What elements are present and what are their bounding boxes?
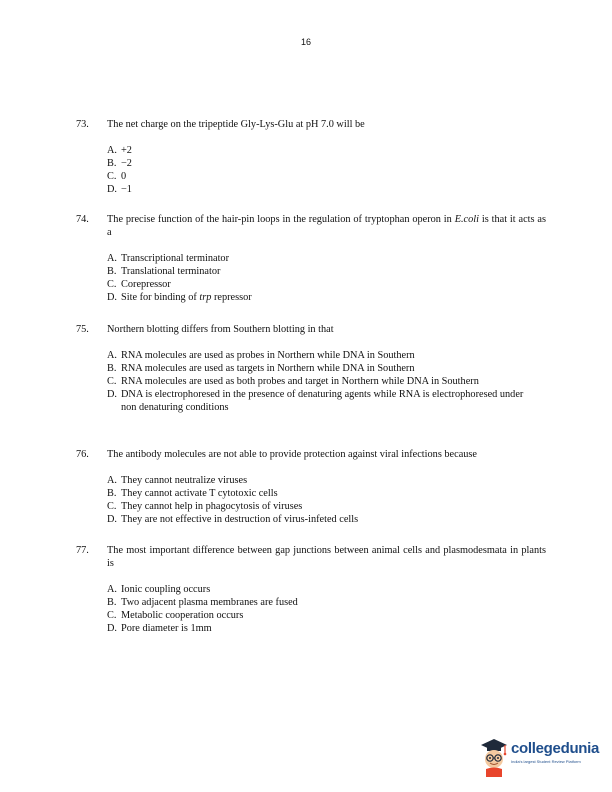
option-a <box>107 144 546 157</box>
question-76 <box>76 448 546 526</box>
option-text: They cannot help in phagocytosis of viruses <box>121 501 303 512</box>
option-d <box>107 291 546 304</box>
option-text: Transcriptional terminator <box>121 253 230 264</box>
option-text: Corepressor <box>121 279 171 290</box>
option-text: Ionic coupling occurs <box>121 584 211 595</box>
question-number: 74. <box>76 214 89 225</box>
stem-text: is that it acts as a <box>107 214 546 238</box>
option-text: Pore diameter is 1mm <box>121 623 212 634</box>
option-d <box>107 513 546 526</box>
option-letter: D. <box>107 292 118 303</box>
question-stem: The antibody molecules are not able to provide protection against viral infections because <box>107 449 477 460</box>
option-text: They cannot neutralize viruses <box>121 475 248 486</box>
option-b <box>107 362 546 375</box>
option-letter: D. <box>107 184 118 195</box>
question-number: 77. <box>76 545 89 556</box>
options-list <box>107 349 546 414</box>
option-text: −2 <box>121 158 132 169</box>
question-stem: Northern blotting differs from Southern blotting in that <box>107 324 334 335</box>
logo-tagline: India's largest Student Review Platform <box>511 759 581 764</box>
options-list <box>107 474 546 526</box>
option-c <box>107 609 546 622</box>
question-74 <box>76 213 546 304</box>
option-d <box>107 183 546 196</box>
option-letter: C. <box>107 279 117 290</box>
question-77 <box>76 544 546 635</box>
option-b <box>107 157 546 170</box>
option-letter: A. <box>107 145 118 156</box>
option-c <box>107 375 546 388</box>
option-letter: B. <box>107 597 117 608</box>
option-a <box>107 349 546 362</box>
option-text: 0 <box>121 171 127 182</box>
option-text-italic: trp <box>199 292 212 303</box>
question-73 <box>76 118 546 196</box>
option-letter: A. <box>107 475 118 486</box>
option-text: −1 <box>121 184 132 195</box>
option-text: Metabolic cooperation occurs <box>121 610 244 621</box>
option-b <box>107 265 546 278</box>
option-letter: A. <box>107 350 118 361</box>
option-a <box>107 474 546 487</box>
question-stem: The net charge on the tripeptide Gly-Lys-Glu at pH 7.0 will be <box>107 119 365 130</box>
question-number: 73. <box>76 119 89 130</box>
option-letter: D. <box>107 623 118 634</box>
option-text: RNA molecules are used as targets in Northern while DNA in Southern <box>121 363 415 374</box>
option-letter: D. <box>107 389 118 400</box>
option-letter: B. <box>107 488 117 499</box>
option-c <box>107 500 546 513</box>
stem-text: The precise function of the hair-pin loops in the regulation of tryptophan operon in <box>107 214 455 225</box>
logo-wordmark: collegedunia <box>511 740 600 757</box>
option-letter: B. <box>107 266 117 277</box>
option-text: RNA molecules are used as both probes and target in Northern while DNA in Southern <box>121 376 479 387</box>
stem-italic: E.coli <box>454 214 479 225</box>
options-list <box>107 252 546 304</box>
option-text <box>121 291 546 304</box>
option-letter: C. <box>107 501 117 512</box>
question-75 <box>76 323 546 414</box>
question-stem <box>107 213 546 239</box>
option-b <box>107 487 546 500</box>
mascot-icon <box>478 736 510 778</box>
option-letter: C. <box>107 171 117 182</box>
option-text: They cannot activate T cytotoxic cells <box>121 488 278 499</box>
option-letter: B. <box>107 363 117 374</box>
option-text: DNA is electrophoresed in the presence of denaturing agents while RNA is electrophoresed under non denaturing conditions <box>121 389 524 413</box>
question-number: 76. <box>76 449 89 460</box>
option-c <box>107 278 546 291</box>
option-a <box>107 252 546 265</box>
option-text: Translational terminator <box>121 266 221 277</box>
option-text: +2 <box>121 145 132 156</box>
option-b <box>107 596 546 609</box>
option-d <box>107 622 546 635</box>
option-text-part: repressor <box>211 292 252 303</box>
option-text: RNA molecules are used as probes in Northern while DNA in Southern <box>121 350 415 361</box>
page-number: 16 <box>300 37 311 47</box>
question-number: 75. <box>76 324 89 335</box>
options-list <box>107 583 546 635</box>
option-a <box>107 583 546 596</box>
question-stem: The most important difference between gap junctions between animal cells and plasmodesmata in plants is <box>107 545 546 569</box>
option-letter: C. <box>107 610 117 621</box>
option-text-part: Site for binding of <box>121 292 200 303</box>
option-letter: B. <box>107 158 117 169</box>
collegedunia-logo[interactable] <box>478 734 598 782</box>
option-letter: A. <box>107 253 118 264</box>
option-d <box>107 388 546 414</box>
option-letter: A. <box>107 584 118 595</box>
option-text: Two adjacent plasma membranes are fused <box>121 597 298 608</box>
option-letter: C. <box>107 376 117 387</box>
options-list <box>107 144 546 196</box>
option-letter: D. <box>107 514 118 525</box>
option-text: They are not effective in destruction of virus-infeted cells <box>121 514 359 525</box>
option-c <box>107 170 546 183</box>
